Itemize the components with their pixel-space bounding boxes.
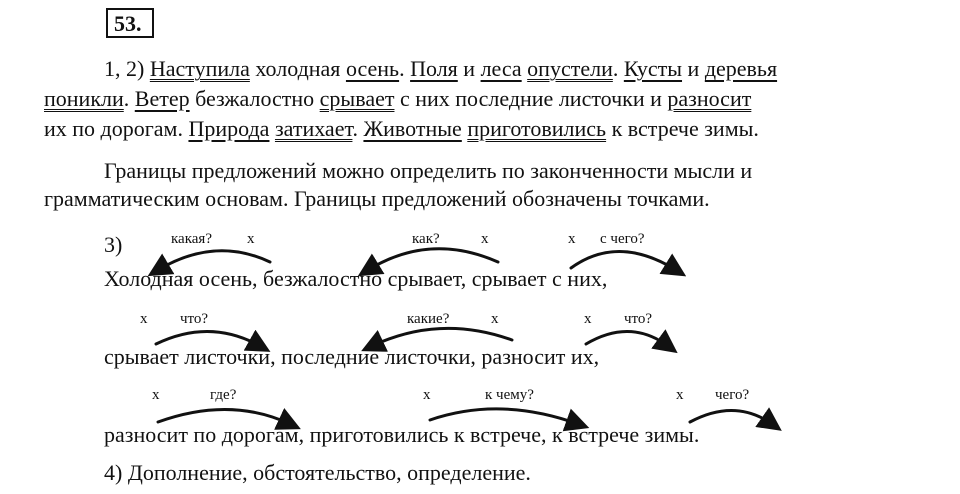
question-label: х <box>584 311 592 327</box>
part3-row3: разносит по дорогам, приготовились к встрече, к встрече зимы. <box>104 422 700 447</box>
question-label: х <box>676 387 684 403</box>
question-label: х <box>152 387 160 403</box>
subject-word: Ветер <box>134 86 190 111</box>
predicate-word: затихает <box>274 116 353 141</box>
question-label: к чему? <box>485 387 534 403</box>
question-label: х <box>491 311 499 327</box>
subject-word: Поля <box>410 56 458 81</box>
part3-label: 3) <box>104 232 123 257</box>
question-label: как? <box>412 231 440 247</box>
question-label: где? <box>210 387 237 403</box>
text-segment: . <box>612 56 624 81</box>
subject-word: Животные <box>363 116 462 141</box>
text-segment: . <box>123 86 135 111</box>
question-label: чего? <box>715 387 750 403</box>
question-label: какие? <box>407 311 450 327</box>
part12-line3 <box>44 116 759 142</box>
part12-line1-content <box>150 56 777 81</box>
question-label: х <box>568 231 576 247</box>
question-label: х <box>140 311 148 327</box>
question-label: х <box>423 387 431 403</box>
part12-line1 <box>104 56 777 82</box>
part12-line2 <box>44 86 751 112</box>
predicate-word: опустели <box>527 56 613 81</box>
question-label: что? <box>624 311 653 327</box>
para2-line1: Границы предложений можно определить по законченности мысли и <box>104 158 753 183</box>
text-segment: . <box>352 116 364 141</box>
question-label: с чего? <box>600 231 645 247</box>
predicate-word: поникли <box>44 86 124 111</box>
exercise-number-box <box>106 8 154 38</box>
text-segment: их по дорогам. <box>44 116 189 141</box>
part4-line: 4) Дополнение, обстоятельство, определение. <box>104 460 531 485</box>
subject-word: леса <box>480 56 522 81</box>
text-segment: с них последние листочки и <box>394 86 668 111</box>
exercise-number: 53. <box>114 11 142 36</box>
predicate-word: срывает <box>319 86 395 111</box>
question-label: что? <box>180 311 209 327</box>
subject-word: Природа <box>188 116 270 141</box>
question-label: х <box>481 231 489 247</box>
text-segment: . <box>399 56 411 81</box>
predicate-word: Наступила <box>149 56 250 81</box>
part12-prefix: 1, 2) <box>104 56 150 81</box>
part3-row2: срывает листочки, последние листочки, разносит их, <box>104 344 600 369</box>
text-segment: и <box>682 56 705 81</box>
subject-word: осень <box>345 56 400 81</box>
predicate-word: разносит <box>667 86 752 111</box>
predicate-word: приготовились <box>467 116 607 141</box>
subject-word: Кусты <box>623 56 683 81</box>
text-segment: к встрече зимы. <box>606 116 759 141</box>
arc-r3-right <box>690 410 772 424</box>
text-segment: и <box>457 56 481 81</box>
part3-row1: Холодная осень, безжалостно срывает, срывает с них, <box>104 266 608 291</box>
text-segment: холодная <box>249 56 346 81</box>
question-label: какая? <box>171 231 212 247</box>
text-segment: безжалостно <box>189 86 320 111</box>
subject-word: деревья <box>704 56 778 81</box>
question-label: х <box>247 231 255 247</box>
para2-line2: грамматическим основам. Границы предложений обозначены точками. <box>44 186 710 211</box>
